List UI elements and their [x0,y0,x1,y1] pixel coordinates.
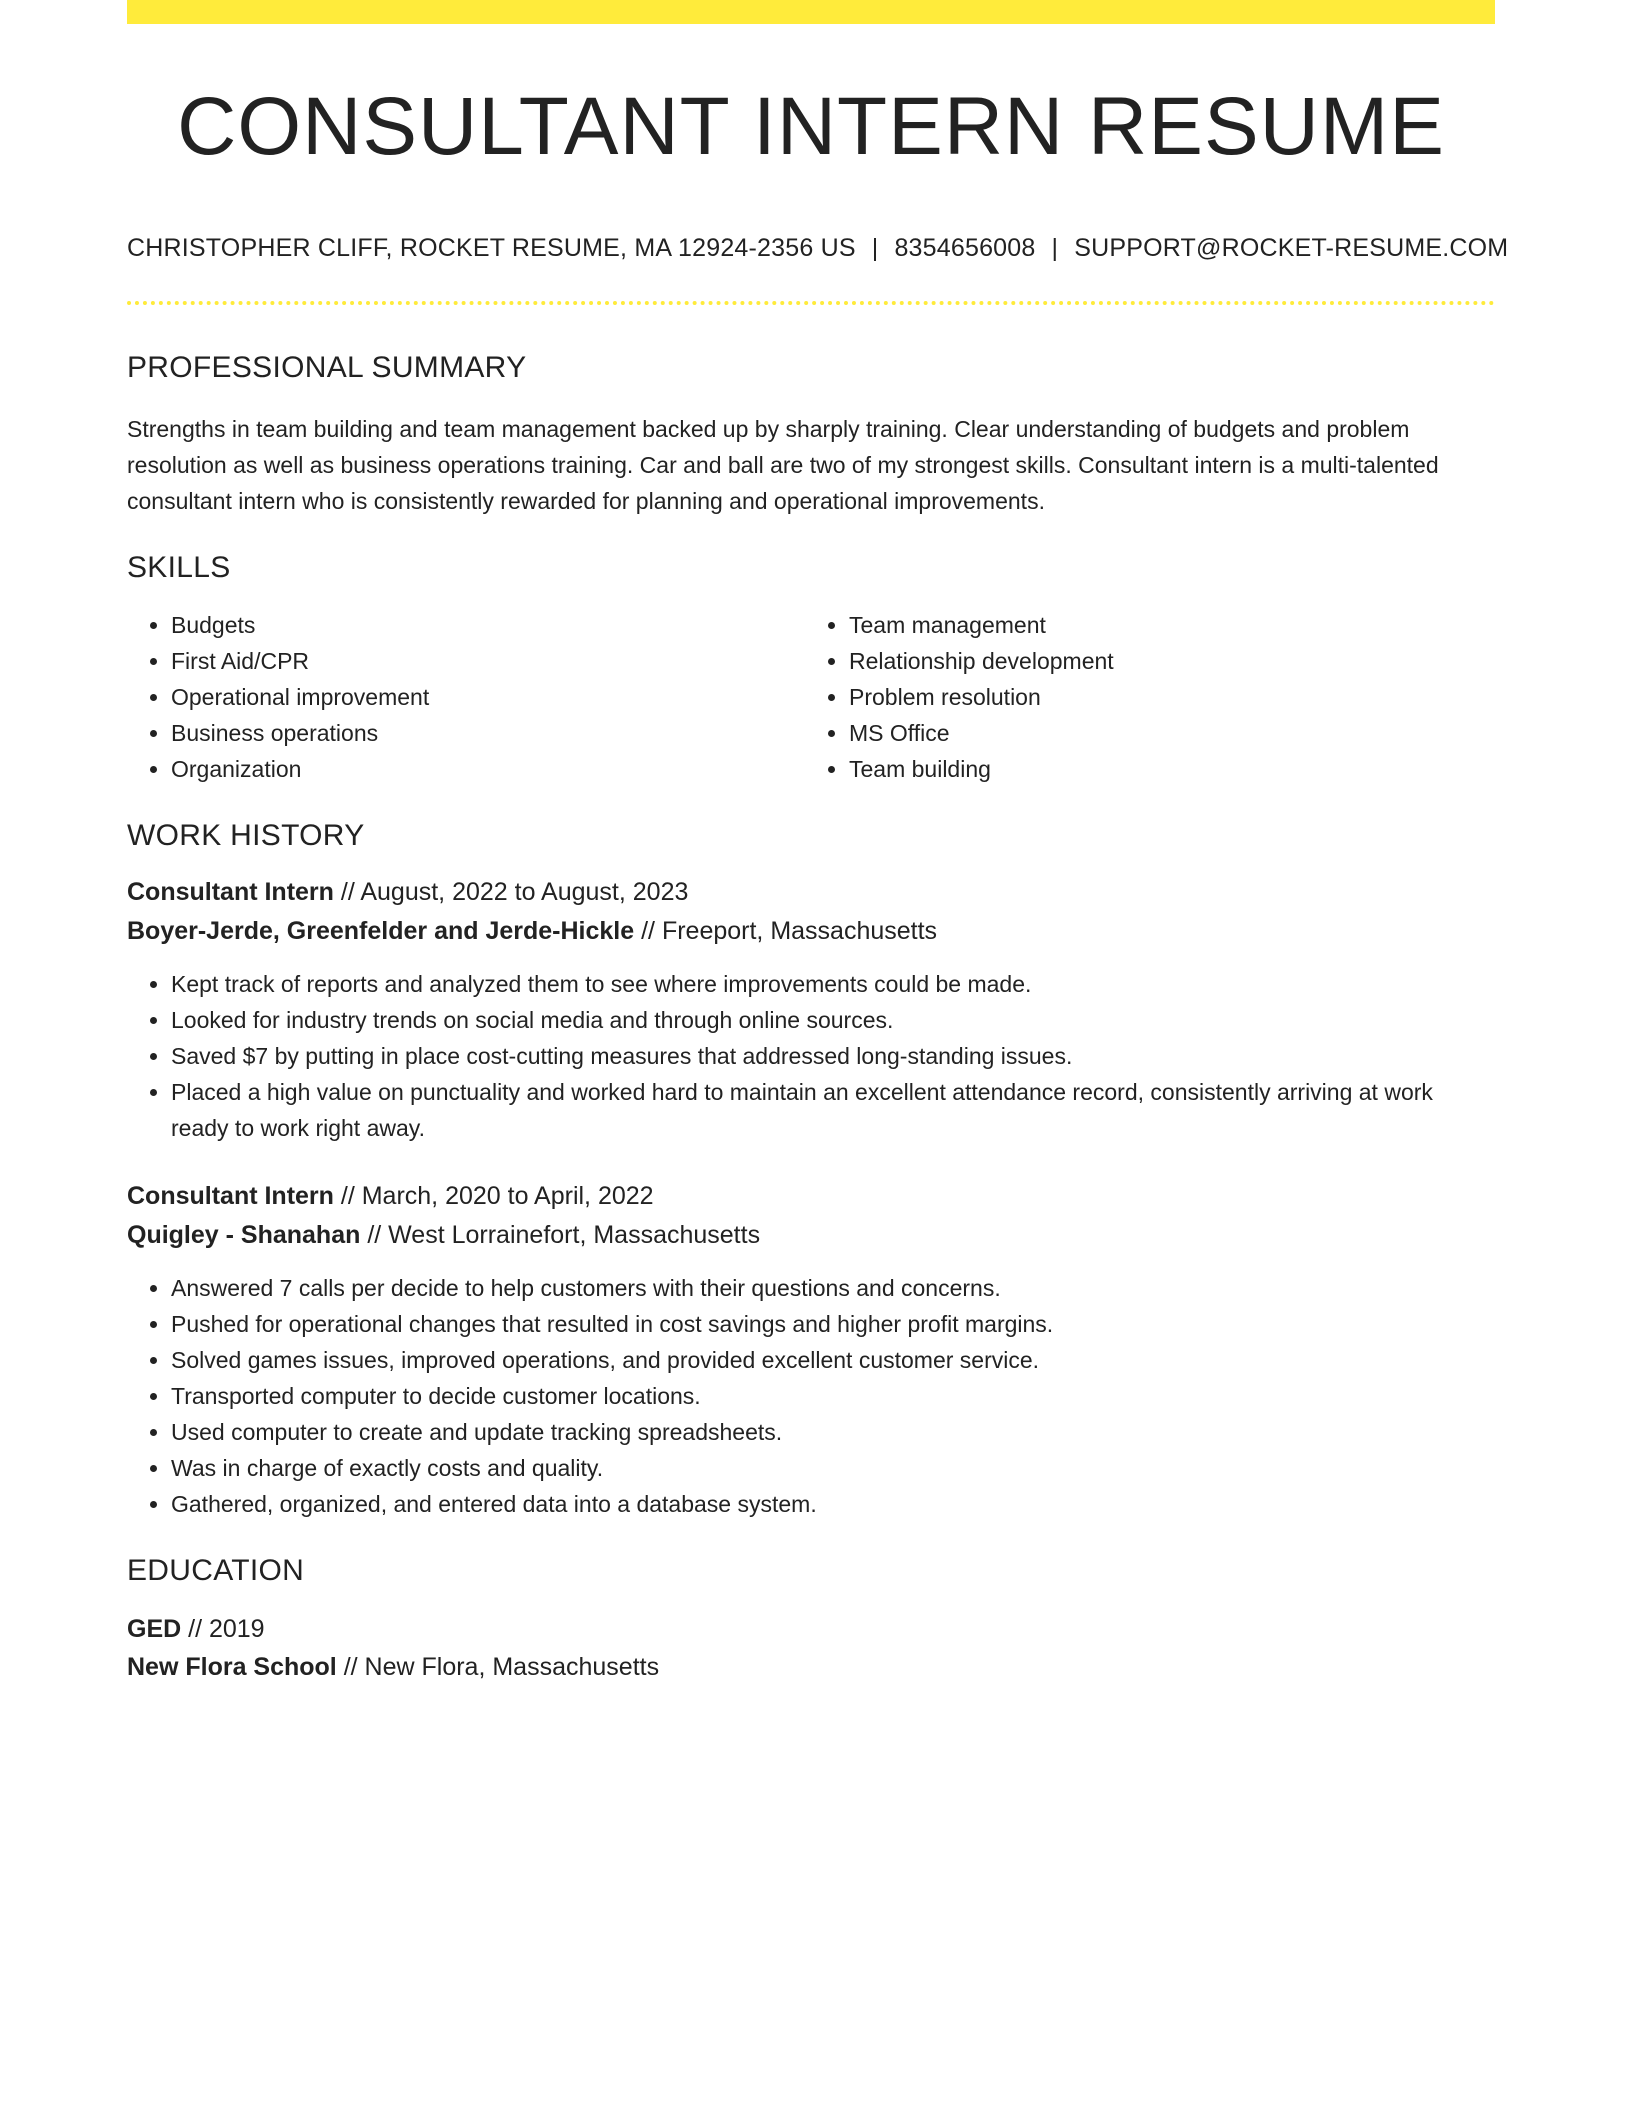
education-location: // New Flora, Massachusetts [336,1653,660,1682]
top-accent-bar [127,0,1495,24]
contact-phone: 8354656008 [894,234,1036,263]
job-bullet: • Transported computer to decide customer locations. [171,1378,1495,1414]
job-dates: // March, 2020 to April, 2022 [333,1182,654,1211]
job-bullet: • Kept track of reports and analyzed them to see where improvements could be made. [171,966,1495,1002]
job-bullet: • Saved $7 by putting in place cost-cutting measures that addressed long-standing issues. [171,1038,1495,1074]
job-bullet: • Answered 7 calls per decide to help customers with their questions and concerns. [171,1270,1495,1306]
job-dates: // August, 2022 to August, 2023 [333,878,689,907]
company-location: // Freeport, Massachusetts [634,917,938,946]
job-entry [127,1179,1495,1522]
skills-column-left [127,607,801,787]
contact-separator: | [871,234,879,263]
job-bullet: • Pushed for operational changes that resulted in cost savings and higher profit margins. [171,1306,1495,1342]
job-bullet: • Solved games issues, improved operations, and provided excellent customer service. [171,1342,1495,1378]
job-bullet: • Was in charge of exactly costs and quality. [171,1450,1495,1486]
job-title-line [127,875,1495,909]
job-bullets [127,1270,1495,1522]
resume-title: CONSULTANT INTERN RESUME [177,81,1445,172]
skills-heading: SKILLS [127,551,231,585]
dotted-divider [127,301,1495,305]
job-bullets [127,966,1495,1146]
job-bullet: • Used computer to create and update tracking spreadsheets. [171,1414,1495,1450]
skill-item: • Problem resolution [849,679,1475,715]
education-school-line [127,1650,1495,1684]
education-heading: EDUCATION [127,1554,305,1588]
education-year: // 2019 [181,1615,265,1644]
job-bullet: • Looked for industry trends on social media and through online sources. [171,1002,1495,1038]
resume-page [127,0,1509,1684]
company-name: Quigley - Shanahan [127,1221,361,1250]
contact-separator: | [1051,234,1059,263]
job-bullet: • Placed a high value on punctuality and worked hard to maintain an excellent attendance record, consistently arriving at work ready to work right away. [171,1074,1495,1146]
skills-column-right [801,607,1475,787]
education-degree: GED [127,1615,182,1644]
company-name: Boyer-Jerde, Greenfelder and Jerde-Hickle [127,917,635,946]
education-school: New Flora School [127,1653,337,1682]
skill-item: • Team building [849,751,1475,787]
contact-email: SUPPORT@ROCKET-RESUME.COM [1074,234,1509,263]
skill-item: • Team management [849,607,1475,643]
skill-item: • Budgets [171,607,801,643]
contact-address: CHRISTOPHER CLIFF, ROCKET RESUME, MA 12924-2356 US [127,234,856,263]
company-line [127,1218,1495,1252]
job-title-line [127,1179,1495,1213]
skill-item: • MS Office [849,715,1475,751]
job-title: Consultant Intern [127,878,334,907]
company-line [127,914,1495,948]
job-title: Consultant Intern [127,1182,334,1211]
summary-heading: PROFESSIONAL SUMMARY [127,351,527,385]
company-location: // West Lorrainefort, Massachusetts [360,1221,761,1250]
job-entry [127,875,1495,1146]
job-bullet: • Gathered, organized, and entered data into a database system. [171,1486,1495,1522]
skill-item: • First Aid/CPR [171,643,801,679]
work-history-heading: WORK HISTORY [127,819,365,853]
skill-item: • Relationship development [849,643,1475,679]
contact-line [127,234,1509,263]
skill-item: • Operational improvement [171,679,801,715]
skill-item: • Organization [171,751,801,787]
skill-item: • Business operations [171,715,801,751]
skills-list [127,607,1495,787]
summary-text: Strengths in team building and team management backed up by sharply training. Clear understanding of budgets and problem resolution as well as business operations training. Car and ball are two of my strongest skills. Consultant intern is a multi-talented consultant intern who is consistently rewarded for planning and operational improvements. [127,416,1439,515]
education-degree-line [127,1612,1495,1646]
